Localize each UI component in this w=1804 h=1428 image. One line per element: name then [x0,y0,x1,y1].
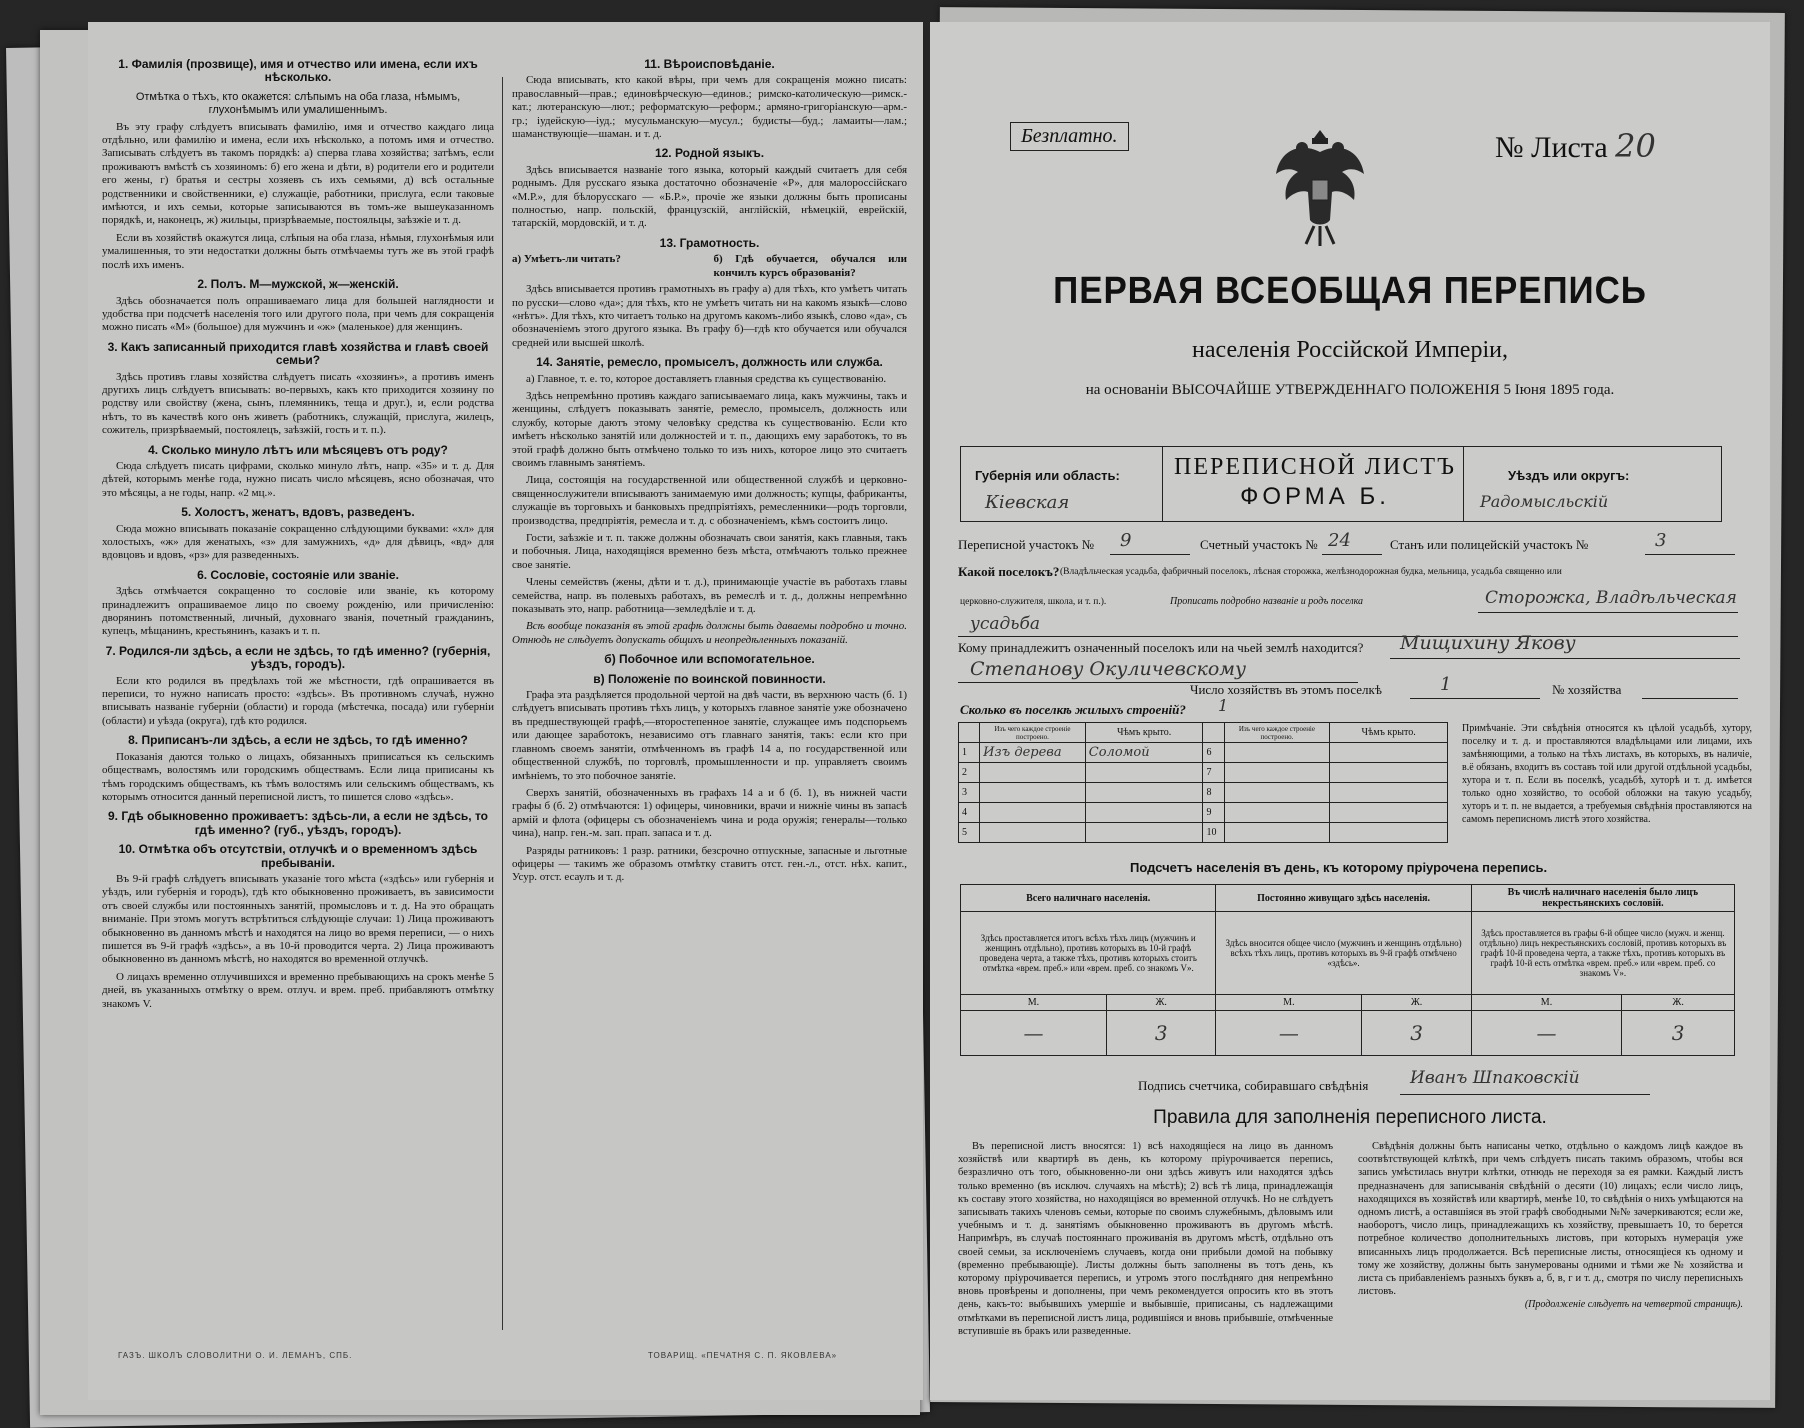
count-district-value[interactable]: 24 [1328,530,1351,551]
paragraph: Здѣсь непремѣнно противъ каждаго записываемаго лица, какъ мужчины, такъ и женщины, слѣдуетъ показывать занятіе, ремесло, промыселъ, должность или службу, которые даютъ этому человѣку средства къ существованію. Если кто имѣетъ нѣсколько занятій или должностей и т. п., дающихъ ему заработокъ, то въ этой графѣ должно быть отмѣчено только то изъ нихъ, которое лицо это считаетъ своимъ главнымъ занятіемъ. [512,389,907,469]
census-form-page [930,22,1770,1400]
census-district-label: Переписной участокъ № [958,537,1095,552]
male-count[interactable]: — [1216,1011,1362,1056]
row-number: 5 [959,823,980,843]
paragraph: Гости, заѣзжіе и т. п. также должны обозначать свои занятія, какъ главныя, такъ и побочныя. Лица, находящіяся временно безъ мѣста, отмѣчаютъ только прежнее свое занятіе. [512,532,907,571]
rules-title: Правила для заполненія переписного листа. [1153,1107,1547,1128]
form-title-text: ПЕРЕПИСНОЙ ЛИСТЪ [1174,454,1456,480]
paragraph: Въ эту графу слѣдуетъ вписывать фамилію, имя и отчество каждаго лица отдѣльно, или фамилію и имена, если ихъ нѣсколько, а потомъ имя и отчество. Записывать слѣдуетъ въ такомъ порядкѣ: а) сперва глава хозяйства; затѣмъ, если проживаютъ вмѣстѣ съ хозяиномъ: б) его жена и дѣти, в) родители его и родители его жены, г) братья и сестры хозяевъ съ ихъ семьями, д) всѣ остальные родственники и свойственники, е) служащіе, работники, прислуга, если таковые имѣются, и ихъ семьи, которые записываются въ томъ-же вышеуказанномъ порядкѣ, и, наконецъ, ж) жильцы, призрѣваемые, постояльцы, заѣзжіе и т. д. [102,120,494,227]
roof-cell[interactable] [1330,803,1448,823]
table-row [959,783,1448,803]
roof-cell[interactable] [1330,823,1448,843]
section-heading: 14. Занятіе, ремесло, промыселъ, должность или служба. [536,355,883,370]
section-heading: Отмѣтка о тѣхъ, кто окажется: слѣпымъ на оба глаза, нѣмымъ, глухонѣмымъ или умалишеннымъ. [135,90,461,117]
female-count[interactable]: 3 [1362,1011,1471,1056]
roof-cell[interactable] [1085,783,1203,803]
stan-label: Станъ или полицейскій участокъ № [1390,537,1589,552]
household-no-label: № хозяйства [1552,682,1622,697]
material-cell[interactable] [1224,783,1330,803]
male-header: М. [1471,995,1621,1011]
male-header: М. [1216,995,1362,1011]
printer-imprint: ГАЗЪ. ШКОЛЪ СЛОВОЛИТНИ О. И. ЛЕМАНЪ, СПБ. [118,1351,353,1360]
roof-cell[interactable] [1330,743,1448,763]
owner-value-line-2[interactable]: Степанову Окуличевскому [970,658,1247,680]
section-heading: 9. Гдѣ обыкновенно проживаетъ: здѣсь-ли, а если не здѣсь, то гдѣ именно? (губ., уѣздъ, городъ). [108,809,488,837]
instructions-column-1 [102,52,494,1015]
rules-column-right [1358,1140,1743,1312]
table-header: Постоянно живущаго здѣсь населенія. [1216,885,1471,912]
paragraph: Здѣсь вписывается названіе того языка, который каждый считаетъ для себя роднымъ. Для русскаго языка достаточно обозначеніе «Р», для малороссійскаго «М.Р.», для бѣлорусскаго — «Б.Р.», прочіе же языки должны быть прописаны полностью, напр. польскій, французскій, англійскій, нѣмецкій, еврейскій, татарскій, мордовскій, и т. д. [512,163,907,230]
page-subtitle: населенія Россійской Имперіи, [1192,337,1508,363]
settlement-value[interactable]: Сторожка, Владѣльческая [1485,588,1737,608]
paragraph: Здѣсь отмѣчается сокращенно то сословіе или званіе, къ которому принадлежитъ опрашиваемое лицо по своему рожденію, или причисленію: дворянинъ потомственный, личный, духовнаго званія, почетный гражданинъ, купецъ, мѣщанинъ, крестьянинъ, казакъ и т. п. [102,585,494,638]
row-number: 9 [1203,803,1224,823]
section-heading: 11. Вѣроисповѣданіе. [644,57,775,71]
settlement-hint: (Владѣльческая усадьба, фабричный поселокъ, лѣсная сторожка, желѣзнодорожная будка, мельница, усадьба священно или [1060,567,1562,577]
paragraph: Здѣсь обозначается полъ опрашиваемаго лица для большей наглядности и удобства при подсчетѣ населенія того или другого пола, при чемъ для сокращенія можно писать «М» (большое) для мужчинъ и «ж» (маленькое) для женщинъ. [102,294,494,334]
material-cell[interactable] [1224,823,1330,843]
table-header: Чѣмъ крыто. [1085,723,1203,743]
table-header: Въ числѣ наличнаго населенія было лицъ некрестьянскихъ сословій. [1471,885,1734,912]
table-header: Изъ чего каждое строеніе построено. [980,723,1086,743]
row-number: 10 [1203,823,1224,843]
table-header: Всего наличнаго населенія. [961,885,1216,912]
paragraph: Графа эта раздѣляется продольной чертой на двѣ части, въ верхнюю часть (б. 1) слѣдуетъ вписывать противъ тѣхъ лицъ, у которыхъ главное занятіе уже обозначено въ предшествующей графѣ,—второстепенное занятіе, служащее имъ подспорьемъ или дающее заработокъ, независимо отъ главнаго занятія, такъ: если кто при главномъ своемъ занятіи, отмѣченномъ въ графѣ 14 а, по государственной или общественной службѣ, по торговлѣ, промышленности и пр. управляетъ своимъ имѣніемъ, то это побочное занятіе. [512,689,907,782]
female-count[interactable]: 3 [1106,1011,1215,1056]
paragraph: Если въ хозяйствѣ окажутся лица, слѣпыя на оба глаза, нѣмыя, глухонѣмыя или умалишенныя, то эти недостатки должны быть отмѣчаемы тутъ же въ этой графѣ послѣ ихъ именъ. [102,231,494,271]
paragraph: Члены семействъ (жены, дѣти и т. д.), принимающіе участіе въ работахъ главы семейства, напр. въ полевыхъ работахъ, въ ремеслѣ и т. д., должны непремѣнно показывать это, напр. работница—земледѣліе и т. д. [512,576,907,616]
table-row [959,823,1448,843]
material-cell[interactable] [980,823,1086,843]
roof-cell[interactable] [1330,763,1448,783]
paragraph: Сюда можно вписывать показаніе сокращенно слѣдующими буквами: «хл» для холостыхъ, «ж» для женатыхъ, «з» для замужнихъ, «д» для дѣвицъ, «вд» для вдовцовъ и вдовъ, «рз» для разведенныхъ. [102,522,494,562]
roof-cell[interactable] [1085,823,1203,843]
table-row [959,763,1448,783]
table-header [959,723,980,743]
section-heading: в) Положеніе по воинской повинности. [593,671,826,686]
free-stamp: Безплатно. [1010,122,1129,151]
row-number: 2 [959,763,980,783]
material-cell[interactable]: Изъ дерева [980,743,1086,763]
paragraph: Разряды ратниковъ: 1 разр. ратники, безсрочно отпускные, запасные и льготные офицеры — такимъ же образомъ отмѣтку ставитъ отст. ген.-л., отст. нѣх. капит., Усуp. отст. есаулъ и т. д. [512,844,907,884]
uezd-label: Уѣздъ или округъ: [1508,468,1630,483]
row-number: 7 [1203,763,1224,783]
paragraph: Если кто родился въ предѣлахъ той же мѣстности, гдѣ опрашивается въ переписи, то нужно написать просто: «здѣсь». Въ противномъ случаѣ, нужно вписывать названіе губерніи (области) и города (мѣстечка, посада) или губерніи (области) и уѣзда (округа), гдѣ кто родился. [102,674,494,727]
settlement-hint: церковно-служителя, школа, и т. п.). [960,597,1107,607]
field-underline [1645,554,1735,555]
roof-cell[interactable] [1085,803,1203,823]
material-cell[interactable] [980,763,1086,783]
section-heading: 6. Сословіе, состояніе или званіе. [197,567,399,582]
paragraph: Здѣсь противъ главы хозяйства слѣдуетъ писать «хозяинъ», а противъ именъ другихъ лицъ слѣдуетъ вписывать: во-первыхъ, какъ кто приходится хозяину по родству или свойству (жена, сынъ, племянникъ, теща и друг.), и, если родства нѣтъ, то въ качествѣ кого онъ живетъ (работникъ, служащій, прислуга, жилецъ, сожитель, призрѣваемый, постоялецъ, заѣзжій, гость и т. п.). [102,370,494,437]
field-underline [1400,1094,1650,1095]
sheet-number-label: № Листа [1495,131,1608,164]
buildings-label: Сколько въ поселкѣ жилыхъ строеній? [960,702,1186,717]
column-description: Здѣсь проставляется въ графы 6-й общее число (мужч. и женщ. отдѣльно) лицъ некрестьянскихъ сословій, противъ которыхъ въ графѣ 10-й проведена черта, а также тѣхъ, противъ которыхъ въ графѣ 10-й есть отмѣтка «врем. преб.» или «врем. преб. со знакомъ V». [1471,912,1734,995]
paragraph: Сюда вписывать, кто какой вѣры, при чемъ для сокращенія можно писать: православный—прав.; единовѣрческую—единов.; римско-католическую—римск.-кат.; лютеранскую—лют.; реформатскую—реформ.; армяно-григоріанскую—арм.-гр.; іудейскую—іуд.; мусульманскую—мусул.; будисты—буд.; ламаиты—лам.; шаманствующіе—шаман. и т. д. [512,74,907,141]
paragraph: Въ 9-й графѣ слѣдуетъ вписывать указаніе того мѣста («здѣсь» или губернія и уѣздъ, или губернія и городъ), гдѣ кто обыкновенно проживаетъ, въ зависимости отъ своей службы или постоянныхъ занятій, промысловъ и т. д. На это обращать вниманіе. При этомъ могутъ встрѣтиться слѣдующіе случаи: 1) Лица проживаютъ обыкновенно въ данномъ мѣстѣ и находятся на лицо во время переписи, — о нихъ пишется въ 9-й графѣ «здѣсь», а въ 10-й проводится черта. 2) Лица проживаютъ обыкновенно въ данномъ мѣстѣ, но находятся во временной отлучкѣ. [102,872,494,966]
table-row [961,1011,1735,1056]
section-heading: 13. Грамотность. [659,235,760,250]
uezd-value[interactable]: Радомысльскій [1480,492,1609,511]
section-heading: 4. Сколько минуло лѣтъ или мѣсяцевъ отъ роду? [148,442,448,457]
decree-line: на основаніи ВЫСОЧАЙШЕ УТВЕРЖДЕННАГО ПОЛОЖЕНІЯ 5 Іюня 1895 года. [1085,382,1615,398]
page-title: ПЕРВАЯ ВСЕОБЩАЯ ПЕРЕПИСЬ [1053,270,1647,312]
households-label: Число хозяйствъ въ этомъ поселкѣ [1190,682,1382,697]
table-header [1203,723,1224,743]
section-heading: 10. Отмѣтка объ отсутствіи, отлучкѣ и о временномъ здѣсь пребываніи. [118,842,478,870]
section-heading: 1. Фамилія (прозвище), имя и отчество или имена, если ихъ нѣсколько. [118,57,478,85]
subheading: б) Гдѣ обучается, обучался или кончилъ курсъ образованія? [713,253,907,279]
column-description: Здѣсь проставляется итогъ всѣхъ тѣхъ лицъ (мужчинъ и женщинъ отдѣльно), противъ которыхъ въ 10-й графѣ проведена черта, а также тѣхъ, противъ которыхъ стоитъ отмѣтка «врем. преб.» или «врем. преб. со знакомъ V». [961,912,1216,995]
roof-cell[interactable] [1085,763,1203,783]
material-cell[interactable] [980,783,1086,803]
field-underline [1478,612,1738,613]
buildings-note: Примѣчаніе. Эти свѣдѣнія относятся къ цѣлой усадьбѣ, хутору, поселку и т. д. и проставляются владѣльцами или лицами, ихъ замѣняющими, а только на тѣхъ листахъ, въ которыхъ, въ наличіе, в.ё обязанъ, входитъ въ составъ той или другой отдѣльной усадьбы, хутора и т. п. Если въ поселкѣ, усадьбѣ, хуторѣ и т. д. имѣется только одно хозяйство, то особой обложки на такую усадьбу, хуторъ и т. п. не выдается, а требуемыя свѣдѣнія проставляются на самомъ переписномъ листѣ этого хозяйства. [1462,723,1752,825]
continued-note: (Продолженіе слѣдуетъ на четвертой страницѣ). [1524,1299,1743,1311]
buildings-table [958,722,1448,843]
row-number: 4 [959,803,980,823]
settlement-label: Какой поселокъ? [958,564,1060,579]
signature-label: Подпись счетчика, собиравшаго свѣдѣнія [1138,1078,1369,1093]
column-description: Здѣсь вносится общее число (мужчинъ и женщинъ отдѣльно) всѣхъ тѣхъ лицъ, противъ которыхъ въ 9-й графѣ отмѣчено «здѣсь». [1216,912,1471,995]
gubernia-value[interactable]: Кіевская [985,492,1070,513]
sheet-number [1495,127,1656,165]
section-heading: 8. Приписанъ-ли здѣсь, а если не здѣсь, то гдѣ именно? [128,733,468,748]
male-count[interactable]: — [961,1011,1107,1056]
settlement-instruction: Прописать подробно названіе и родъ поселка [1170,596,1364,607]
instructions-column-2 [512,52,907,889]
section-heading: 12. Родной языкъ. [654,146,765,161]
section-heading: 7. Родился-ли здѣсь, а если не здѣсь, то гдѣ именно? (губернія, уѣздъ, городъ). [105,643,491,672]
section-heading: б) Побочное или вспомогательное. [604,652,815,667]
instructions-page [88,22,923,1400]
section-heading: 5. Холостъ, женатъ, вдовъ, разведенъ. [181,505,415,520]
table-header: Изъ чего каждое строеніе построено. [1224,723,1330,743]
paragraph: Всѣ вообще показанія въ этой графѣ должны быть даваемы подробно и точно. Отнюдь не слѣдуетъ допускать общихъ и неопредѣленныхъ показаній. [512,620,907,646]
material-cell[interactable] [1224,803,1330,823]
paragraph: а) Главное, т. е. то, которое доставляетъ главныя средства къ существованію. [526,372,887,385]
row-number: 8 [1203,783,1224,803]
settlement-value-line-2[interactable]: усадьба [970,614,1041,634]
female-header: Ж. [1362,995,1471,1011]
population-count-title: Подсчетъ населенія въ день, къ которому пріурочена перепись. [1130,860,1548,875]
roof-cell[interactable] [1330,783,1448,803]
field-underline [1410,698,1540,699]
field-underline [1322,554,1382,555]
signature-value[interactable]: Иванъ Шпаковскій [1410,1068,1580,1088]
households-value[interactable]: 1 [1440,674,1452,695]
field-underline [1390,658,1740,659]
female-count[interactable]: 3 [1622,1011,1735,1056]
paragraph: Въ переписной листъ вносятся: 1) всѣ находящіеся на лицо въ данномъ хозяйствѣ или квартирѣ въ день, къ которому пріурочивается перепись, безразлично отъ того, обыкновенно-ли они здѣсь живутъ или находятся здѣсь только временно (въ исключ. случаяхъ на мѣстѣ); 2) всѣ тѣ лица, принадлежащія къ составу этого хозяйства, но находящіяся во временной отлучкѣ. Но не слѣдуетъ записывать такихъ членовъ семьи, которые по своимъ служебнымъ, дѣловымъ или учебнымъ и т. д. занятіямъ обыкновенно проживаютъ въ другомъ мѣстѣ. Напримѣръ, въ случаѣ постояннаго проживанія въ другомъ мѣстѣ, отдѣльно отъ своей семьи, за исключеніемъ случаевъ, когда они прибыли домой на побывку (временно пребывающіе). Листы должны быть заполнены въ тотъ день, къ которому пріурочивается перепись, и утромъ этого послѣдняго дня непремѣнно вновь провѣрены и дополнены, при чемъ рекомендуется опросить кто въ этотъ день, какъ-то: выбывшихъ умершіе и выбывшіе, приписаны, съ надлежащими отмѣтками въ переписной листъ лица, родившіяся и вновь прибывшіе, отмѣченные вступившіе въ бракъ или разведенные. [958,1141,1333,1337]
table-row [959,743,1448,763]
material-cell[interactable] [980,803,1086,823]
paragraph: Показанія даются только о лицахъ, обязанныхъ приписаться къ сельскимъ обществамъ, волостямъ или городскимъ обществамъ. Если лица приписаны къ тѣмъ городскимъ обществамъ, къ тѣмъ волостямъ или сельскимъ обществамъ, къ которымъ относится данный переписной листъ, то пишется слово «здѣсь». [102,750,494,803]
row-number: 6 [1203,743,1224,763]
sheet-number-value: 20 [1615,127,1656,165]
table-row [959,803,1448,823]
owner-value[interactable]: Мищихину Якову [1400,632,1576,654]
paragraph: Сверхъ занятій, обозначенныхъ въ графахъ 14 а и б (б. 1), въ нижней части графы б (б. 2) отмѣчаются: 1) офицеры, чиновники, врачи и нижніе чины въ запасѣ армій и флота (офицеры съ обозначеніемъ чина и рода оружія; генералы—только чина), напр. ген.-м. зап. прап. запаса и т. д. [512,786,907,840]
field-underline [958,636,1738,637]
female-header: Ж. [1622,995,1735,1011]
rules-column-left [958,1140,1333,1338]
count-district-label: Счетный участокъ № [1200,537,1318,552]
subheading: а) Умѣетъ-ли читать? [512,253,621,266]
section-heading: 2. Полъ. М—мужской, ж—женскій. [197,277,399,292]
gubernia-label: Губернія или область: [975,468,1120,483]
roof-cell[interactable]: Соломой [1085,743,1203,763]
form-title [1170,454,1460,511]
printer-imprint: ТОВАРИЩ. «ПЕЧАТНЯ С. П. ЯКОВЛЕВА» [648,1351,838,1360]
column-divider [502,77,503,1330]
owner-label: Кому принадлежитъ означенный поселокъ или на чьей землѣ находится? [958,640,1364,655]
material-cell[interactable] [1224,743,1330,763]
paragraph: Здѣсь вписывается противъ грамотныхъ въ графу а) для тѣхъ, кто умѣетъ читать по русски—слово «да»; для тѣхъ, кто не умѣетъ читать ни на какомъ языкѣ—слово «нѣтъ». Для тѣхъ, кто читаетъ только на другомъ какомъ-либо языкѣ, слово «да», съ обозначеніемъ этого другого языка. Въ графу б)—гдѣ кто обучается или обучался средней или высшей школѣ. [512,283,907,349]
field-underline [1642,698,1738,699]
table-header: Чѣмъ крыто. [1330,723,1448,743]
paragraph: Сюда слѣдуетъ писать цифрами, сколько минуло лѣтъ, напр. «35» и т. д. Для дѣтей, которымъ менѣе года, нужно писать число мѣсяцевъ, ясно обозначая, что это мѣсяцы, а не годы, напр. «2 мц.». [102,459,494,499]
stan-value[interactable]: 3 [1655,530,1667,551]
male-header: М. [961,995,1107,1011]
field-underline [1110,554,1190,555]
paragraph: О лицахъ временно отлучившихся и временно пребывающихъ на срокъ менѣе 5 дней, въ указанныхъ отмѣтку о врем. отлуч. и врем. преб. прибавляютъ отмѣтку знакомъ V. [102,970,494,1010]
double-headed-eagle-emblem [1270,122,1370,252]
row-number: 1 [959,743,980,763]
female-header: Ж. [1106,995,1215,1011]
census-district-value[interactable]: 9 [1120,530,1132,551]
paragraph: Свѣдѣнія должны быть написаны четко, отдѣльно о каждомъ лицѣ каждое въ соотвѣтствующей клѣткѣ, при чемъ слѣдуетъ писать такимъ образомъ, чтобы вся запись умѣстилась внутри клѣтки, отнюдь не переходя за ея рамки. Каждый листъ предназначенъ для записыванія свѣдѣній о десяти (10) лицахъ; если число лицъ, находящихся въ хозяйствѣ или квартирѣ, менѣе 10, то свѣдѣнія о нихъ умѣщаются на одномъ листѣ, а оставшіяся въ этой графѣ свободными №№ зачеркиваются; если же, наоборотъ, число лицъ, принадлежащихъ къ хозяйству, превышаетъ 10, то берется потребное количество дополнительныхъ листовъ, при которыхъ нумерація уже вписанныхъ лицъ продолжается. Всѣ переписные листы, относящіеся къ одному и тому же хозяйству, должны быть занумерованы одними и тѣми же № хозяйства и листа съ прибавленіемъ разныхъ буквъ а, б, в, г и т. д., смотря по числу переписныхъ листовъ. [1358,1141,1743,1298]
buildings-value[interactable]: 1 [1218,696,1229,715]
population-count-table [960,884,1735,1056]
male-count[interactable]: — [1471,1011,1621,1056]
material-cell[interactable] [1224,763,1330,783]
paragraph: Лица, состоящія на государственной или общественной службѣ и церковно-священнослужители вписываютъ занимаемую ими должность; купцы, фабриканты, служащіе въ торговыхъ и банковыхъ предпріятіяхъ, ремесленники—родъ торговли, производства, предпріятія, ремесла и т. д. с обозначеніемъ, кѣмъ состоитъ лицо. [512,474,907,527]
form-type: ФОРМА Б. [1240,483,1390,510]
section-heading: 3. Какъ записанный приходится главѣ хозяйства и главѣ своей семьи? [107,339,489,368]
row-number: 3 [959,783,980,803]
